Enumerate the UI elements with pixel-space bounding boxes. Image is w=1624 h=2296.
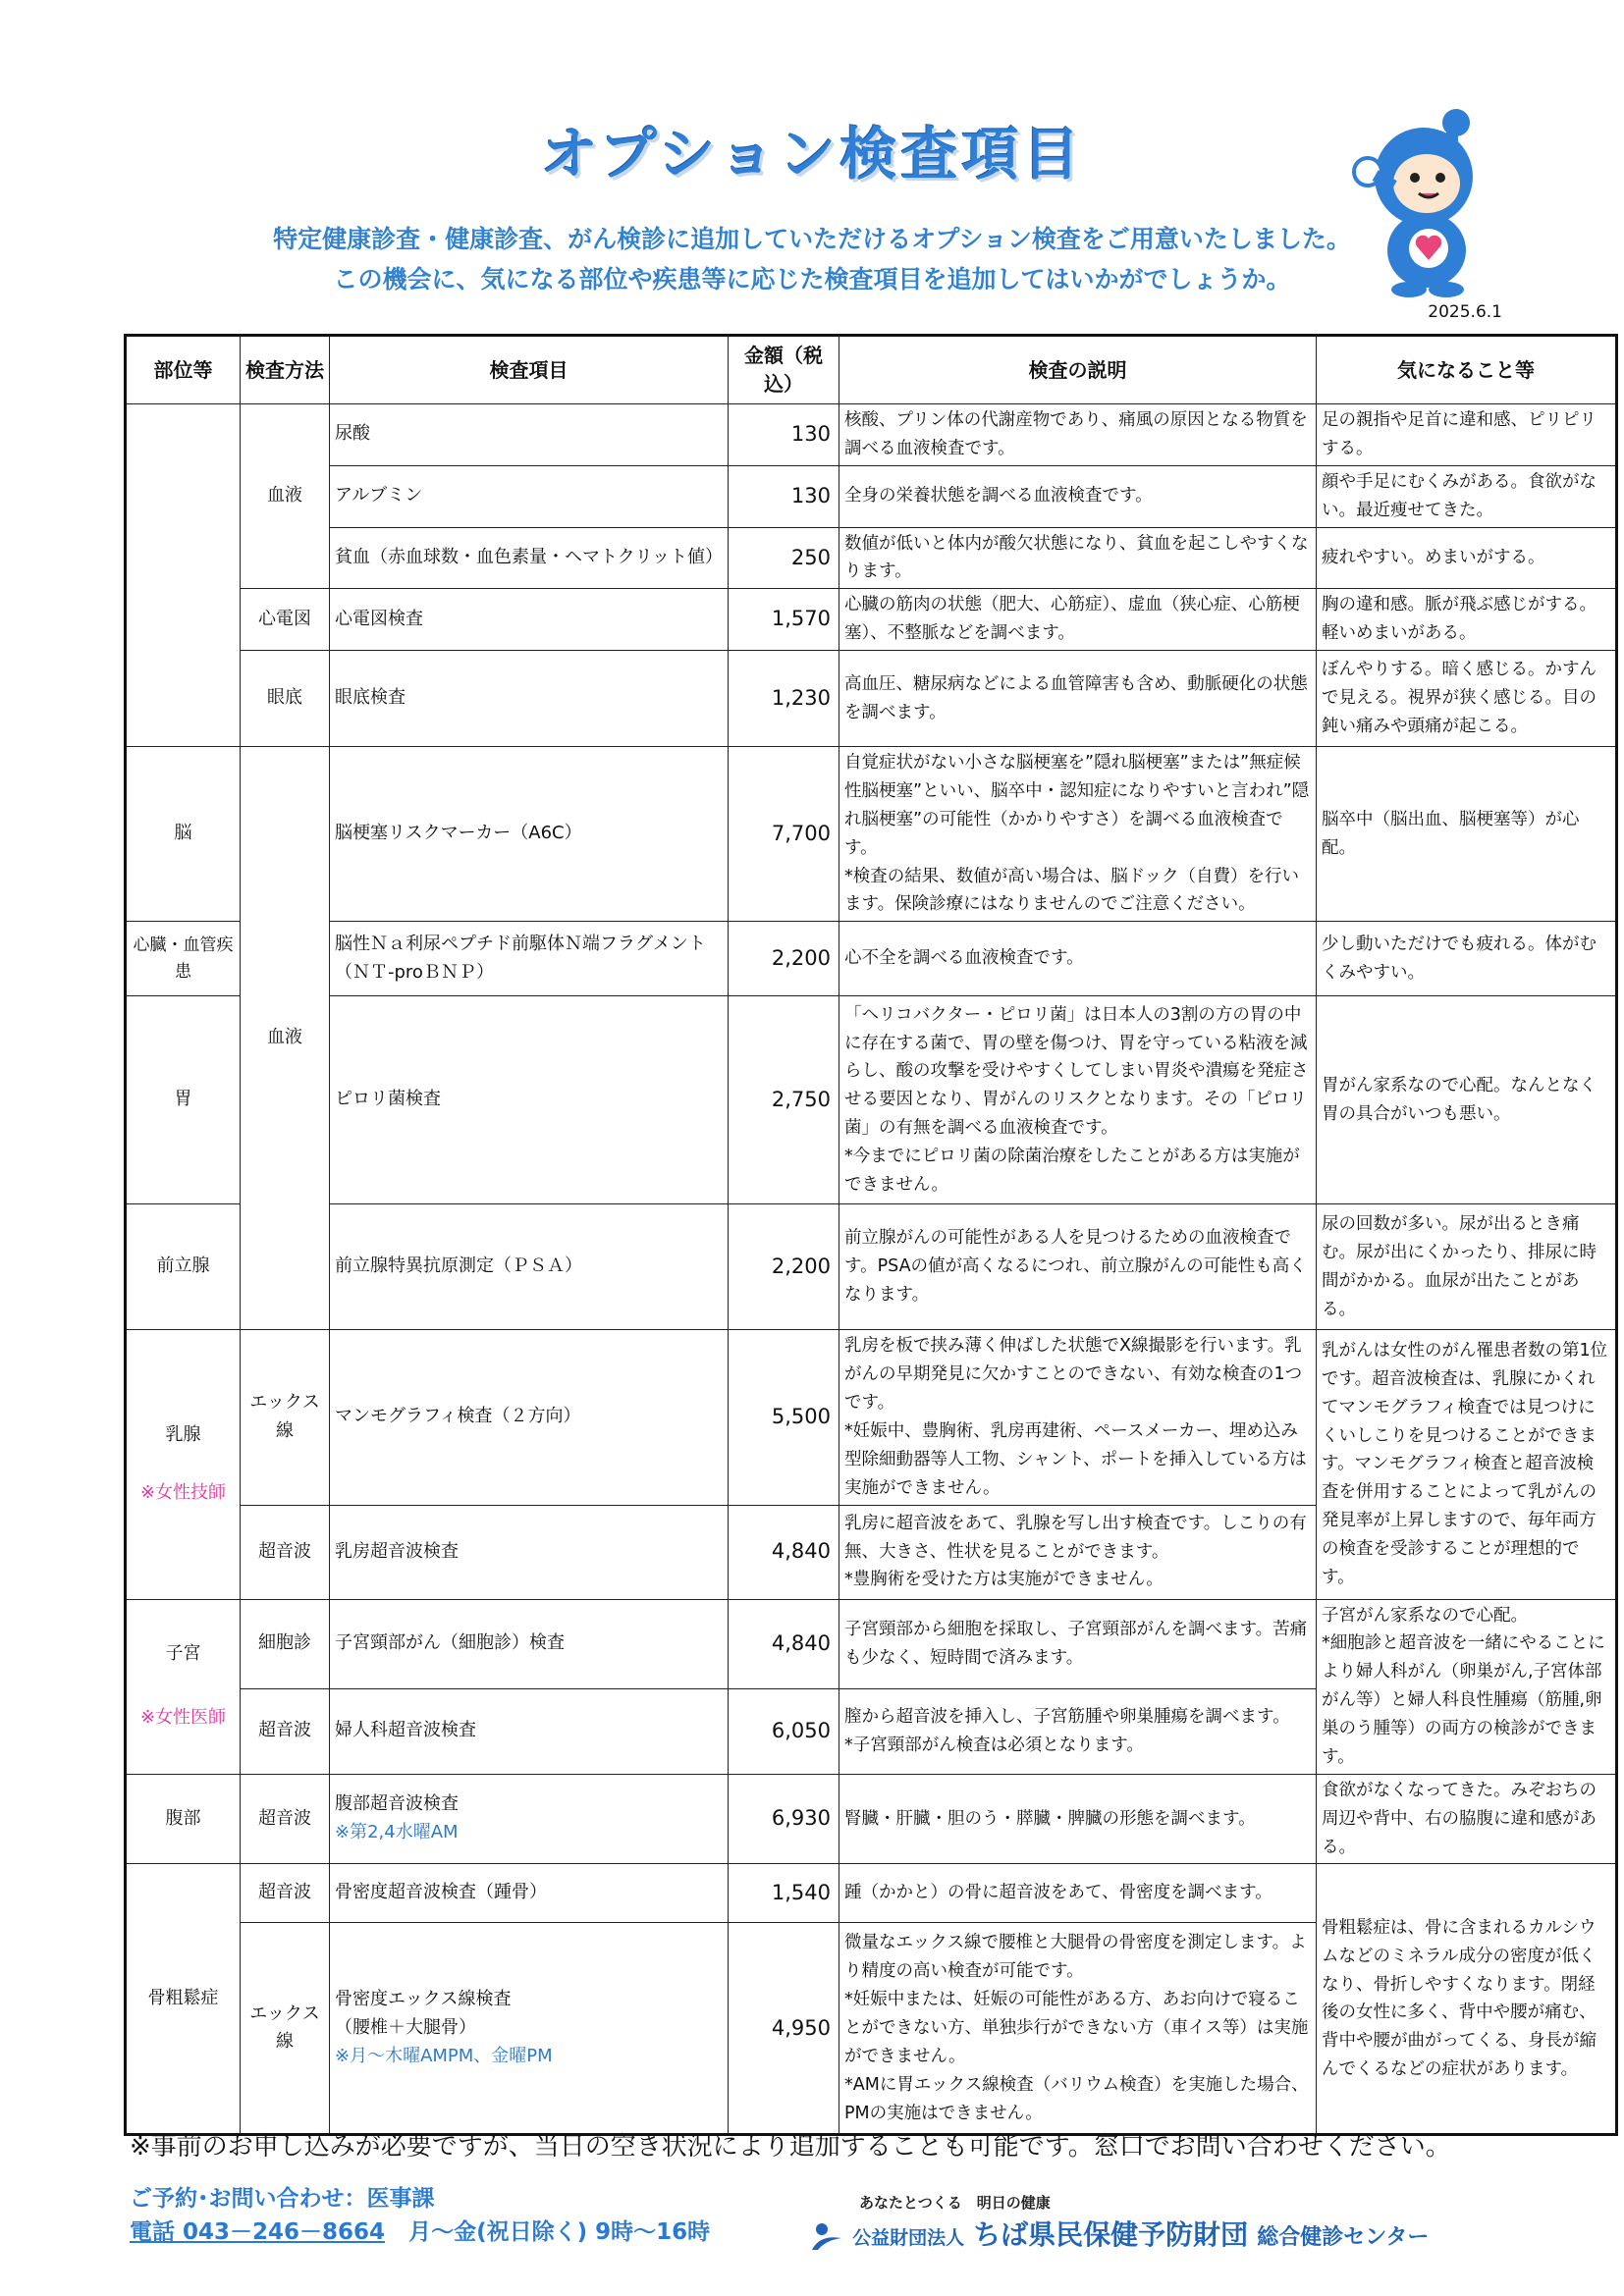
item-cell: 前立腺特異抗原測定（ＰＳＡ） xyxy=(330,1204,729,1330)
desc-note: *豊胸術を受けた方は実施ができません。 xyxy=(844,1570,1164,1590)
concern-cell: 疲れやすい。めまいがする。 xyxy=(1317,527,1617,589)
desc-text: 自覚症状がない小さな脳梗塞を”隠れ脳梗塞”または”無症候性脳梗塞”といい、脳卒中・認知症になりやすいと言われ”隠れ脳梗塞”の可能性（かかりやすさ）を調べる血液検査です。 xyxy=(844,753,1310,858)
desc-text: 乳房を板で挟み薄く伸ばした状態でX線撮影を行います。乳がんの早期発見に欠かすことのできない、有効な検査の1つです。 xyxy=(844,1336,1303,1413)
price-cell: 4,950 xyxy=(729,1923,839,2135)
table-row xyxy=(126,527,1617,589)
method-cell: 超音波 xyxy=(241,1505,330,1599)
table-row xyxy=(126,922,1617,996)
item-cell: 眼底検査 xyxy=(330,651,729,747)
item-note: ※月～木曜AMPM、金曜PM xyxy=(335,2045,553,2066)
concern-cell: 少し動いただけでも疲れる。体がむくみやすい。 xyxy=(1317,922,1617,996)
method-cell: 超音波 xyxy=(241,1688,330,1774)
desc-cell xyxy=(839,1688,1317,1774)
header-part: 部位等 xyxy=(126,336,241,404)
header-concern: 気になること等 xyxy=(1317,336,1617,404)
method-cell: 超音波 xyxy=(241,1774,330,1864)
page-title: オプション検査項目 xyxy=(540,121,1084,187)
method-cell: エックス線 xyxy=(241,1923,330,2135)
desc-cell xyxy=(839,1923,1317,2135)
intro-line-2: この機会に、気になる部位や疾患等に応じた検査項目を追加してはいかがでしょうか。 xyxy=(333,265,1291,294)
desc-text: 膣から超音波を挿入し、子宮筋腫や卵巣腫瘍を調べます。 xyxy=(844,1706,1290,1727)
price-cell: 2,200 xyxy=(729,922,839,996)
desc-note: *検査の結果、数値が高い場合は、脳ドック（自費）を行います。保険診療にはなりませんのでご注意ください。 xyxy=(844,866,1300,915)
concern-cell: 胸の違和感。脈が飛ぶ感じがする。軽いめまいがある。 xyxy=(1317,589,1617,651)
item-cell: 骨密度超音波検査（踵骨） xyxy=(330,1864,729,1923)
table-row xyxy=(126,404,1617,466)
item-cell: 子宮頸部がん（細胞診）検査 xyxy=(330,1599,729,1688)
price-cell: 4,840 xyxy=(729,1599,839,1688)
concern-cell xyxy=(1317,1599,1617,1774)
table-row xyxy=(126,651,1617,747)
method-cell: 眼底 xyxy=(241,651,330,747)
org-prefix: 公益財団法人 xyxy=(852,2227,965,2249)
org-logo-icon xyxy=(810,2222,843,2252)
price-cell: 1,230 xyxy=(729,651,839,747)
header-item: 検査項目 xyxy=(330,336,729,404)
price-cell: 130 xyxy=(729,465,839,527)
desc-note: *子宮頸部がん検査は必須となります。 xyxy=(844,1735,1144,1755)
item-sub: （腰椎＋大腿骨） xyxy=(335,2016,476,2038)
part-cell: 前立腺 xyxy=(126,1204,241,1330)
concern-cell: 尿の回数が多い。尿が出るとき痛む。尿が出にくかったり、排尿に時間がかかる。血尿が出たことがある。 xyxy=(1317,1204,1617,1330)
contact-line xyxy=(130,2214,710,2246)
part-cell xyxy=(126,1330,241,1599)
desc-cell xyxy=(839,747,1317,922)
header-method: 検査方法 xyxy=(241,336,330,404)
concern-cell: 足の親指や足首に違和感、ピリピリする。 xyxy=(1317,404,1617,466)
item-cell: 心電図検査 xyxy=(330,589,729,651)
part-cell-general xyxy=(126,404,241,747)
org-center: 総合健診センター xyxy=(1257,2225,1430,2250)
part-cell: 腹部 xyxy=(126,1774,241,1864)
part-label: 子宮 xyxy=(165,1643,201,1665)
table-row xyxy=(126,1330,1617,1505)
item-cell: 乳房超音波検査 xyxy=(330,1505,729,1599)
desc-text: 乳房に超音波をあて、乳腺を写し出す検査です。しこりの有無、大きさ、性状を見ることができます。 xyxy=(844,1513,1307,1562)
part-cell: 胃 xyxy=(126,996,241,1204)
concern-cell: 骨粗鬆症は、骨に含まれるカルシウムなどのミネラル成分の密度が低くなり、骨折しやすくなります。閉経後の女性に多く、背中や腰が痛む、背中や腰が曲がってくる、身長が縮んでくるなどの症状があります。 xyxy=(1317,1864,1617,2135)
method-cell: エックス線 xyxy=(241,1330,330,1505)
table-row xyxy=(126,465,1617,527)
table-row xyxy=(126,589,1617,651)
method-cell: 心電図 xyxy=(241,589,330,651)
item-cell: 脳梗塞リスクマーカー（A6C） xyxy=(330,747,729,922)
desc-text: 「ヘリコバクター・ピロリ菌」は日本人の3割の方の胃の中に存在する菌で、胃の壁を傷つけ、胃を守っている粘液を減らし、酸の攻撃を受けやすくしてしまい胃炎や潰瘍を発症させる要因となり、胃がんのリスクとなります。その「ピロリ菌」の有無を調べる血液検査です。 xyxy=(844,1004,1309,1139)
item-cell: ピロリ菌検査 xyxy=(330,996,729,1204)
part-note: ※女性技師 xyxy=(139,1481,227,1503)
price-cell: 6,050 xyxy=(729,1688,839,1774)
desc-cell: 核酸、プリン体の代謝産物であり、痛風の原因となる物質を調べる血液検査です。 xyxy=(839,404,1317,466)
header-price: 金額（税込） xyxy=(729,336,839,404)
desc-cell: 腎臓・肝臓・胆のう・膵臓・脾臓の形態を調べます。 xyxy=(839,1774,1317,1864)
desc-cell: 前立腺がんの可能性がある人を見つけるための血液検査です。PSAの値が高くなるにつれ、前立腺がんの可能性も高くなります。 xyxy=(839,1204,1317,1330)
price-cell: 250 xyxy=(729,527,839,589)
price-cell: 4,840 xyxy=(729,1505,839,1599)
price-cell: 2,750 xyxy=(729,996,839,1204)
desc-cell xyxy=(839,1330,1317,1505)
desc-cell: 心不全を調べる血液検査です。 xyxy=(839,922,1317,996)
office-hours: 月～金(祝日除く) 9時～16時 xyxy=(408,2219,711,2245)
item-cell: 尿酸 xyxy=(330,404,729,466)
concern-cell: 顔や手足にむくみがある。食欲がない。最近痩せてきた。 xyxy=(1317,465,1617,527)
price-cell: 1,570 xyxy=(729,589,839,651)
item-cell xyxy=(330,1774,729,1864)
concern-note: *細胞診と超音波を一緒にやることにより婦人科がん（卵巣がん,子宮体部がん等）と婦人科良性腫瘍（筋腫,卵巣のう腫等）の両方の検診ができます。 xyxy=(1322,1633,1605,1767)
concern-cell: 胃がん家系なので心配。なんとなく胃の具合がいつも悪い。 xyxy=(1317,996,1617,1204)
price-cell: 130 xyxy=(729,404,839,466)
table-header-row xyxy=(126,336,1617,404)
desc-cell: 踵（かかと）の骨に超音波をあて、骨密度を調べます。 xyxy=(839,1864,1317,1923)
desc-cell: 全身の栄養状態を調べる血液検査です。 xyxy=(839,465,1317,527)
table-row xyxy=(126,1864,1617,1923)
item-cell: 婦人科超音波検査 xyxy=(330,1688,729,1774)
item-note: ※第2,4水曜AM xyxy=(335,1822,459,1843)
table-row xyxy=(126,1204,1617,1330)
org-slogan: あなたとつくる 明日の健康 xyxy=(859,2194,1051,2212)
concern-cell: 食欲がなくなってきた。みぞおちの周辺や背中、右の脇腹に違和感がある。 xyxy=(1317,1774,1617,1864)
footer-note: ※事前のお申し込みが必要ですが、当日の空き状況により追加することも可能です。窓口でお問い合わせください。 xyxy=(130,2132,1451,2162)
part-cell: 心臓・血管疾患 xyxy=(126,922,241,996)
desc-cell xyxy=(839,1505,1317,1599)
item-label: 腹部超音波検査 xyxy=(335,1793,459,1815)
part-cell xyxy=(126,1599,241,1774)
price-cell: 2,200 xyxy=(729,1204,839,1330)
concern-cell: 脳卒中（脳出血、脳梗塞等）が心配。 xyxy=(1317,747,1617,922)
part-note: ※女性医師 xyxy=(139,1707,227,1729)
item-cell: マンモグラフィ検査（２方向） xyxy=(330,1330,729,1505)
desc-cell xyxy=(839,996,1317,1204)
item-cell xyxy=(330,1923,729,2135)
table-row xyxy=(126,1774,1617,1864)
intro-line-1: 特定健康診査・健康診査、がん検診に追加していただけるオプション検査をご用意いたしました。 xyxy=(273,225,1351,253)
desc-note: *今までにピロリ菌の除菌治療をしたことがある方は実施ができません。 xyxy=(844,1147,1300,1195)
desc-note: *妊娠中または、妊娠の可能性がある方、あお向けで寝ることができない方、単独歩行ができない方（車イス等）は実施ができません。 xyxy=(844,1990,1309,2066)
item-cell: アルブミン xyxy=(330,465,729,527)
part-label: 乳腺 xyxy=(165,1424,201,1446)
part-cell: 骨粗鬆症 xyxy=(126,1864,241,2135)
item-cell: 貧血（赤血球数・血色素量・ヘマトクリット値） xyxy=(330,527,729,589)
desc-text: 微量なエックス線で腰椎と大腿骨の骨密度を測定します。より精度の高い検査が可能です。 xyxy=(844,1933,1307,1982)
method-cell: 血液 xyxy=(241,404,330,589)
table-row xyxy=(126,747,1617,922)
contact-label: ご予約･お問い合わせ：医事課 xyxy=(130,2186,435,2212)
price-cell: 6,930 xyxy=(729,1774,839,1864)
desc-note: *AMに胃エックス線検査（バリウム検査）を実施した場合、PMの実施はできません。 xyxy=(844,2074,1309,2123)
issue-date: 2025.6.1 xyxy=(1428,302,1502,322)
option-exam-table xyxy=(124,334,1618,2136)
concern-cell: 乳がんは女性のがん罹患者数の第1位です。超音波検査は、乳腺にかくれてマンモグラフィ検査では見つけにくいしこりを見つけることができます。マンモグラフィ検査と超音波検査を併用することによって乳がんの発見率が上昇しますので、毎年両方の検査を受診することが理想的です。 xyxy=(1317,1330,1617,1599)
desc-note: *妊娠中、豊胸術、乳房再建術、ペースメーカー、埋め込み型除細動器等人工物、シャント、ポートを挿入している方は実施ができません。 xyxy=(844,1420,1307,1498)
desc-cell: 子宮頸部から細胞を採取し、子宮頸部がんを調べます。苦痛も少なく、短時間で済みます。 xyxy=(839,1599,1317,1688)
table-row xyxy=(126,1599,1617,1688)
org-logo-line xyxy=(810,2214,1429,2253)
concern-cell: ぼんやりする。暗く感じる。かすんで見える。視界が狭く感じる。目の鈍い痛みや頭痛が起こる。 xyxy=(1317,651,1617,747)
phone-link[interactable]: 電話 043－246－8664 xyxy=(130,2219,386,2245)
item-label: 骨密度エックス線検査 xyxy=(335,1989,512,2010)
price-cell: 1,540 xyxy=(729,1864,839,1923)
method-cell: 細胞診 xyxy=(241,1599,330,1688)
org-name: ちば県民保健予防財団 xyxy=(973,2218,1249,2251)
price-cell: 5,500 xyxy=(729,1330,839,1505)
desc-cell: 数値が低いと体内が酸欠状態になり、貧血を起こしやすくなります。 xyxy=(839,527,1317,589)
header-desc: 検査の説明 xyxy=(839,336,1317,404)
part-cell: 脳 xyxy=(126,747,241,922)
desc-cell: 高血圧、糖尿病などによる血管障害も含め、動脈硬化の状態を調べます。 xyxy=(839,651,1317,747)
method-cell: 血液 xyxy=(241,747,330,1330)
item-cell: 脳性Ｎａ利尿ペプチド前駆体Ｎ端フラグメント（ＮＴ-proＢＮＰ） xyxy=(330,922,729,996)
method-cell: 超音波 xyxy=(241,1864,330,1923)
desc-cell: 心臓の筋肉の状態（肥大、心筋症）、虚血（狭心症、心筋梗塞）、不整脈などを調べます。 xyxy=(839,589,1317,651)
price-cell: 7,700 xyxy=(729,747,839,922)
table-row xyxy=(126,996,1617,1204)
concern-text: 子宮がん家系なので心配。 xyxy=(1322,1605,1528,1626)
